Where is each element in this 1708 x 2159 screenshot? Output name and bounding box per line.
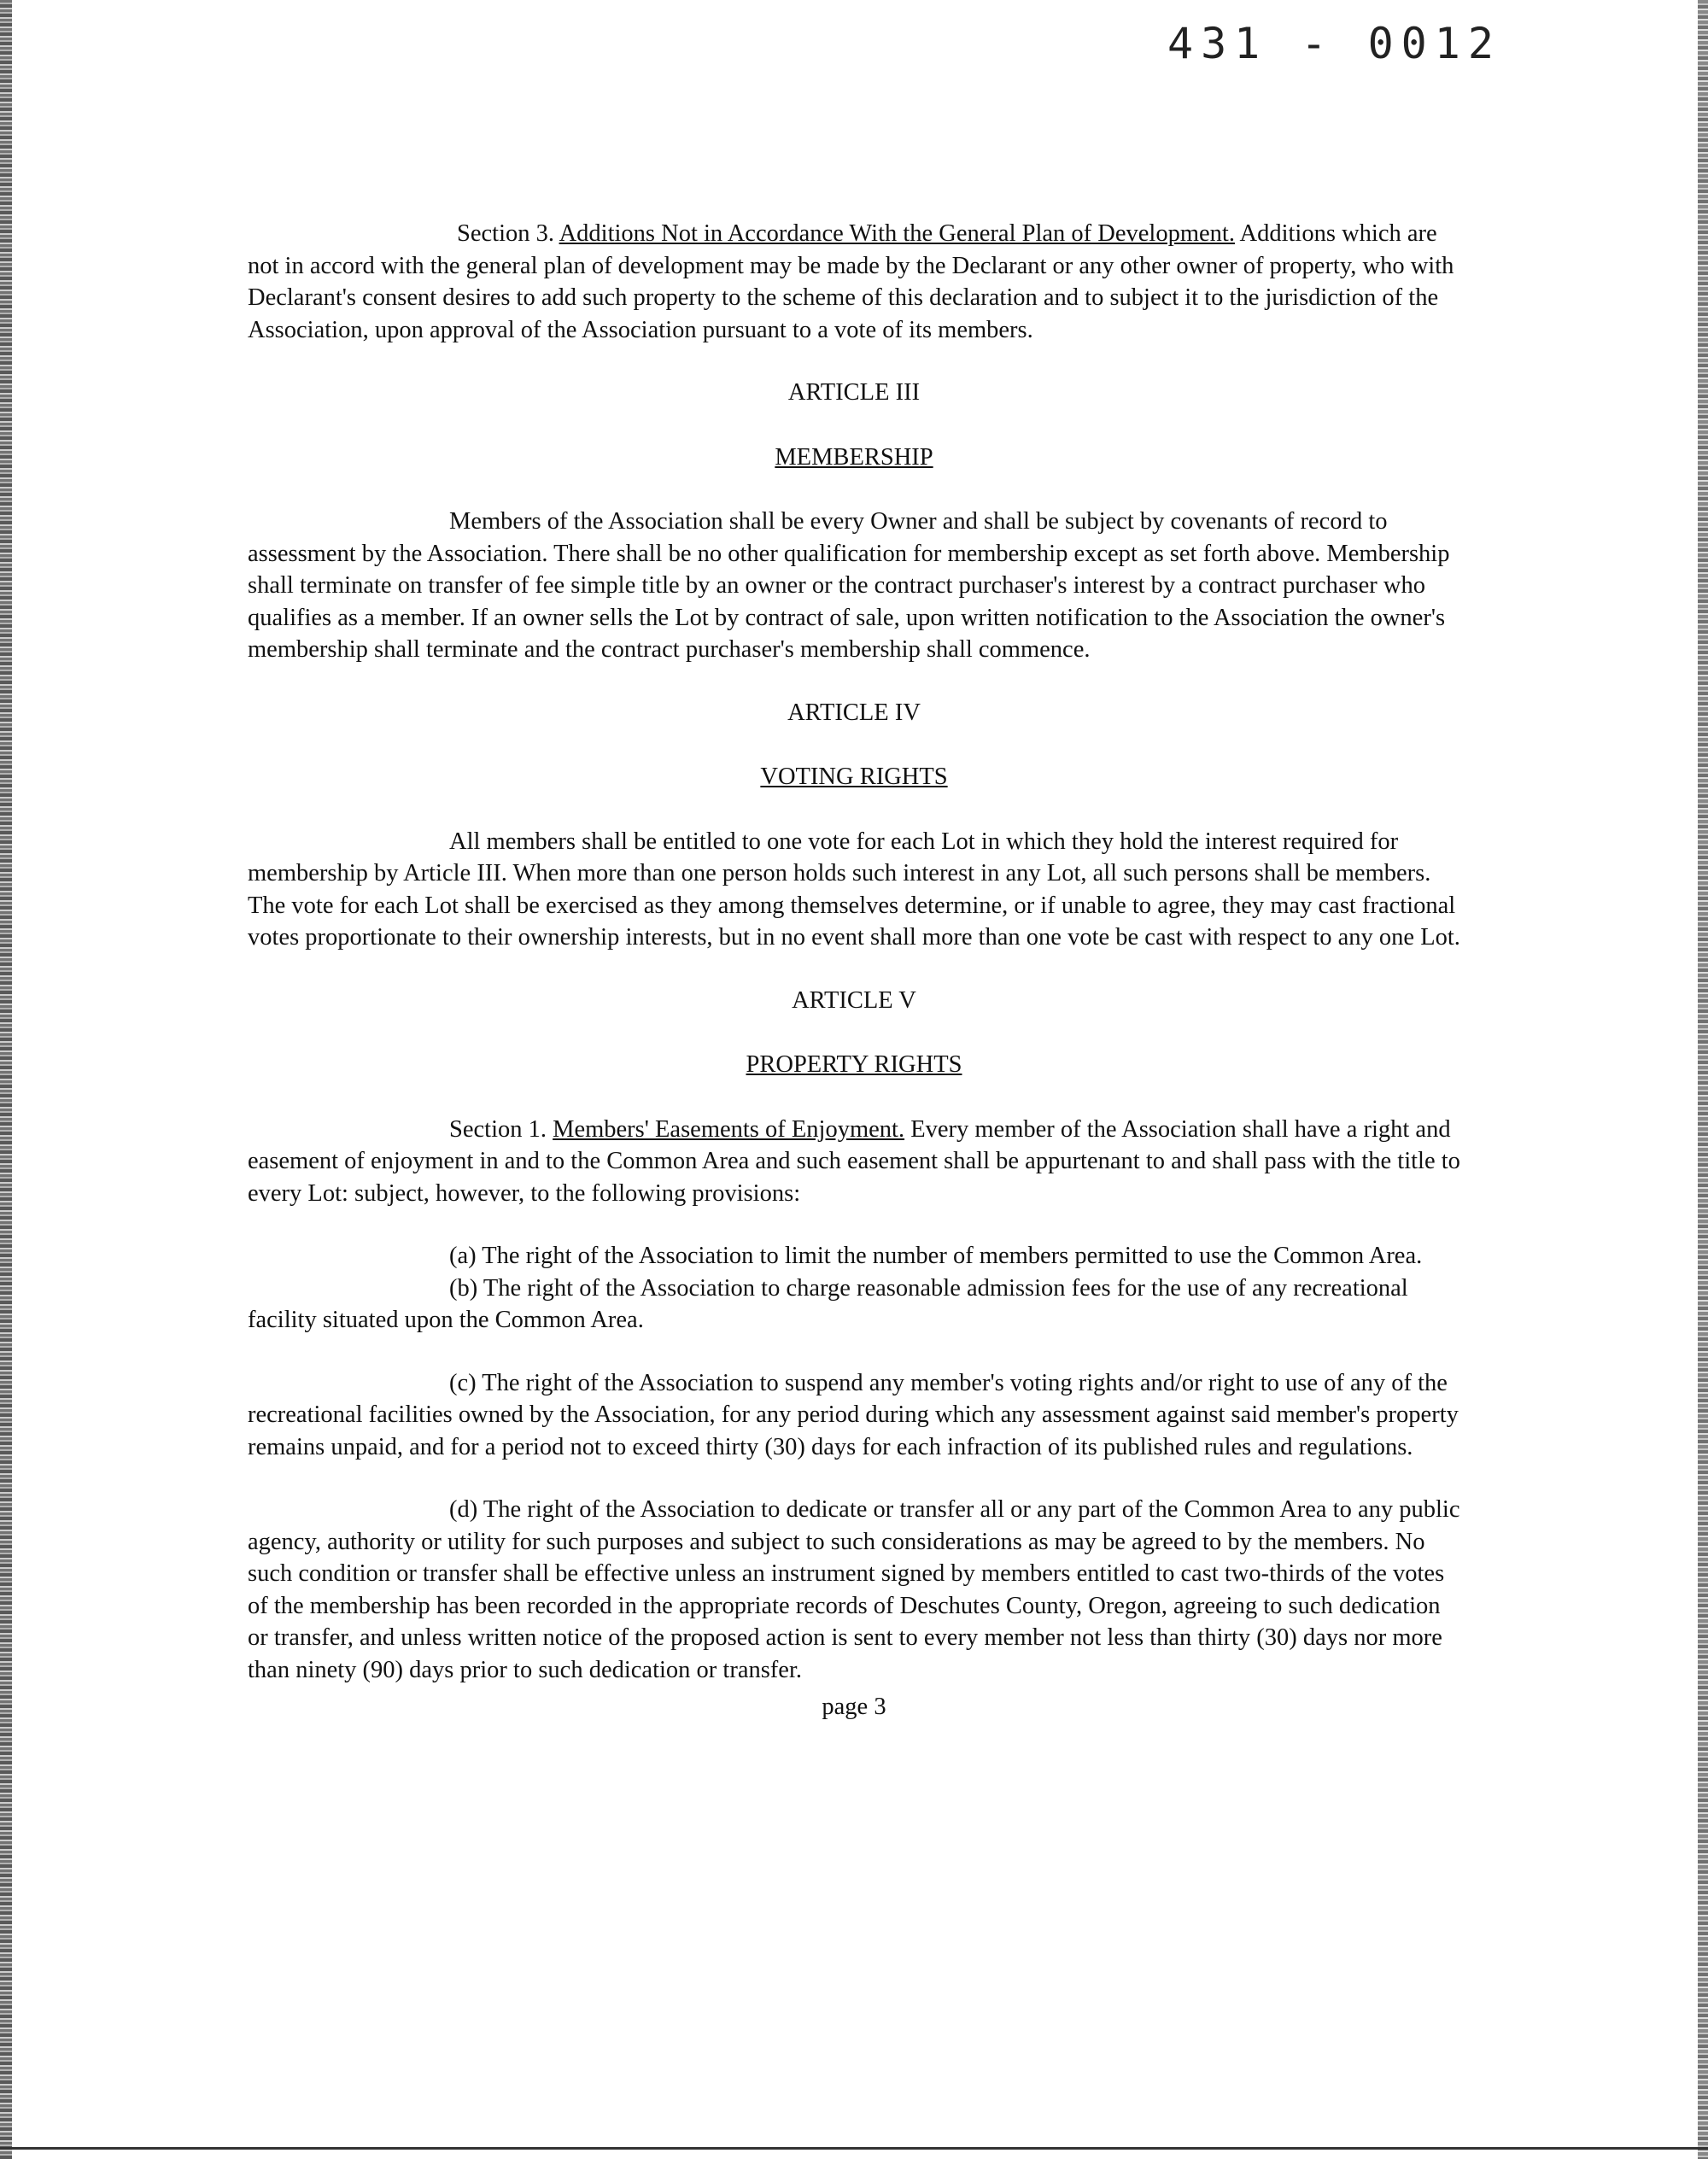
section-3 [248, 218, 1460, 346]
item-a-text: (a) The right of the Association to limit the number of members permitted to use the Common Area. [449, 1243, 1423, 1269]
document-stamp: 431 - 0012 [1167, 19, 1501, 68]
section-3-body: Additions which are not in accord with the general plan of development may be made by the Declarant or any other owner of property, who with Declarant's consent desires to add such property to the scheme of this declaration and to subject it to the jurisdiction of the Association, upon approval of the Association pursuant to a vote of its members. [248, 220, 1454, 343]
item-d [248, 1494, 1460, 1686]
section-3-lead: Section 3. [457, 220, 554, 247]
article-3-paragraph [248, 506, 1460, 666]
item-b-text: (b) The right of the Association to charge reasonable admission fees for the use of any recreational facility situated upon the Common Area. [248, 1274, 1408, 1333]
page-number: page 3 [822, 1694, 886, 1720]
item-b [248, 1273, 1460, 1337]
article-4-title [248, 761, 1460, 793]
article-4-heading: ARTICLE IV [787, 699, 921, 726]
article-5-section-1-title: Members' Easements of Enjoyment. [553, 1115, 905, 1143]
article-3-title-text: MEMBERSHIP [775, 443, 933, 471]
article-5-heading: ARTICLE V [792, 986, 916, 1014]
scan-edge-right [1698, 0, 1708, 2159]
article-5-title [248, 1049, 1460, 1081]
article-5-section-1 [248, 1114, 1460, 1210]
article-4-body: All members shall be entitled to one vote for each Lot in which they hold the interest required for membership by Article III. When more than one person holds such interest in any Lot, all such persons shall be members. The vote for each Lot shall be exercised as they among themselves determine, or if unable to agree, they may cast fractional votes proportionate to their ownership interests, but in no event shall more than one vote be cast with respect to any one Lot. [248, 828, 1460, 951]
item-c [248, 1367, 1460, 1464]
article-4-paragraph [248, 826, 1460, 954]
article-5-title-text: PROPERTY RIGHTS [746, 1051, 962, 1078]
bottom-rule [0, 2147, 1708, 2150]
article-3-title [248, 442, 1460, 474]
item-c-text: (c) The right of the Association to suspend any member's voting rights and/or right to use of any of the recreational facilities owned by the Association, for any period during which any assessment against said member's property remains unpaid, and for a period not to exceed thirty (30) days for each infraction of its published rules and regulations. [248, 1369, 1459, 1460]
page-content [248, 218, 1460, 1723]
item-a [248, 1240, 1460, 1273]
article-3-body: Members of the Association shall be every Owner and shall be subject by covenants of record to assessment by the Association. There shall be no other qualification for membership except as set forth above. Membership shall terminate on transfer of fee simple title by an owner or the contract purchaser's interest by a contract purchaser who qualifies as a member. If an owner sells the Lot by contract of sale, upon written notification to the Association the owner's membership shall terminate and the contract purchaser's membership shall commence. [248, 508, 1450, 663]
article-5-section-1-body: Every member of the Association shall have a right and easement of enjoyment in and to the Common Area and such easement shall be appurtenant to and shall pass with the title to every Lot: subject, however, to the following provisions: [248, 1115, 1460, 1207]
scan-edge-left [0, 0, 12, 2159]
section-3-title: Additions Not in Accordance With the General Plan of Development. [559, 220, 1235, 247]
article-4-title-text: VOTING RIGHTS [760, 764, 948, 790]
article-3-heading: ARTICLE III [787, 379, 921, 406]
article-5-section-1-lead: Section 1. [449, 1115, 547, 1143]
item-d-text: (d) The right of the Association to dedicate or transfer all or any part of the Common Area to any public agency, authority or utility for such purposes and subject to such considerations as may be agreed to by the members. No such condition or transfer shall be effective unless an instrument signed by members entitled to cast two-thirds of the votes of the membership has been recorded in the appropriate records of Deschutes County, Oregon, agreeing to such dedication or transfer, and unless written notice of the proposed action is sent to every member not less than thirty (30) days nor more than ninety (90) days prior to such dedication or transfer. [248, 1496, 1460, 1683]
